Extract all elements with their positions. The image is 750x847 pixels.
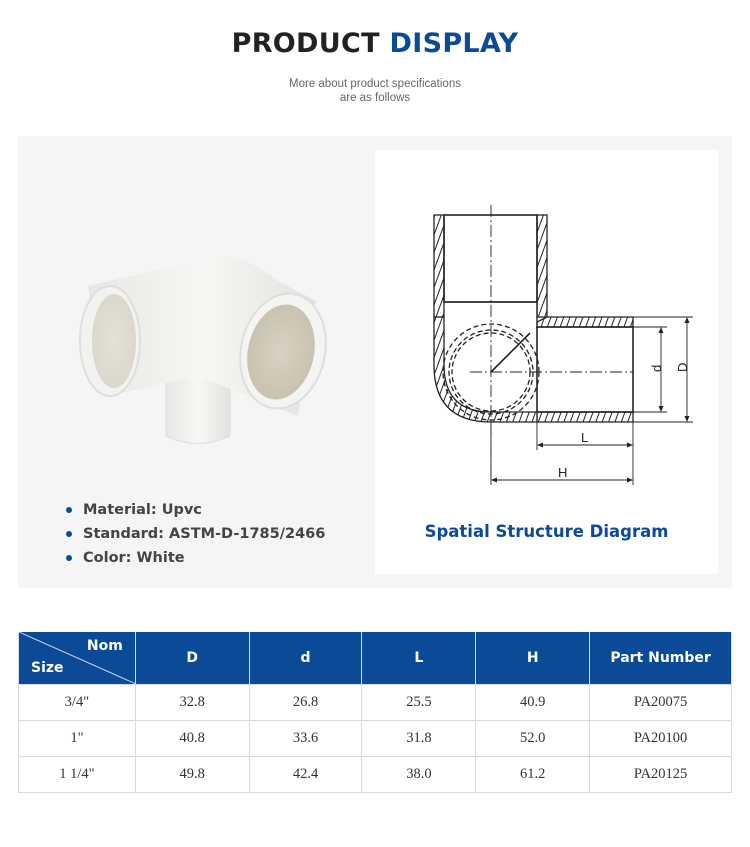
spec-label: Material: Upvc: [83, 502, 202, 518]
cell-d: 42.4: [249, 756, 362, 792]
table-header-row: [19, 632, 732, 684]
subtitle-line-1: More about product specifications: [289, 78, 461, 90]
spec-item-material: [66, 498, 325, 522]
label-H: H: [558, 465, 568, 480]
diagram-caption: Spatial Structure Diagram: [424, 522, 669, 541]
spec-table: [18, 632, 732, 793]
col-header-H: H: [476, 632, 590, 684]
cell-H: 40.9: [476, 684, 590, 720]
col-header-part-number: Part Number: [590, 632, 732, 684]
cell-D: 40.8: [135, 720, 249, 756]
title-display: DISPLAY: [389, 28, 519, 59]
bullet-icon: [66, 531, 72, 537]
cell-part-number: PA20075: [590, 684, 732, 720]
label-d: d: [649, 364, 664, 372]
page-subtitle: [0, 77, 750, 105]
product-panel: [18, 136, 732, 588]
product-photo: [48, 226, 348, 466]
cell-H: 52.0: [476, 720, 590, 756]
col-header-D: D: [135, 632, 249, 684]
corner-nom: Nom: [86, 638, 123, 654]
spec-item-color: [66, 546, 325, 570]
cell-L: 25.5: [362, 684, 476, 720]
page-title: [0, 28, 750, 59]
cell-size: 1 1/4": [19, 756, 136, 792]
cell-L: 38.0: [362, 756, 476, 792]
spec-list: [66, 498, 325, 570]
cell-H: 61.2: [476, 756, 590, 792]
spec-item-standard: [66, 522, 325, 546]
table-row: [19, 684, 732, 720]
spec-label: Standard: ASTM-D-1785/2466: [83, 526, 326, 542]
cell-size: 3/4": [19, 684, 136, 720]
diagram-box: [375, 150, 718, 574]
table-row: [19, 720, 732, 756]
label-L: L: [581, 430, 589, 445]
cell-d: 26.8: [249, 684, 362, 720]
title-product: PRODUCT: [231, 28, 380, 59]
spec-label: Color: White: [83, 550, 185, 566]
table-row: [19, 756, 732, 792]
cell-part-number: PA20125: [590, 756, 732, 792]
corner-header: [19, 632, 136, 684]
corner-size: Size: [31, 659, 64, 676]
cell-D: 32.8: [135, 684, 249, 720]
cell-part-number: PA20100: [590, 720, 732, 756]
label-D: D: [675, 362, 690, 372]
bullet-icon: [66, 507, 72, 513]
col-header-d: d: [249, 632, 362, 684]
cell-size: 1": [19, 720, 136, 756]
subtitle-line-2: are as follows: [339, 92, 411, 104]
cell-L: 31.8: [362, 720, 476, 756]
structure-diagram: [375, 150, 718, 510]
cell-d: 33.6: [249, 720, 362, 756]
col-header-L: L: [362, 632, 476, 684]
cell-D: 49.8: [135, 756, 249, 792]
bullet-icon: [66, 555, 72, 561]
